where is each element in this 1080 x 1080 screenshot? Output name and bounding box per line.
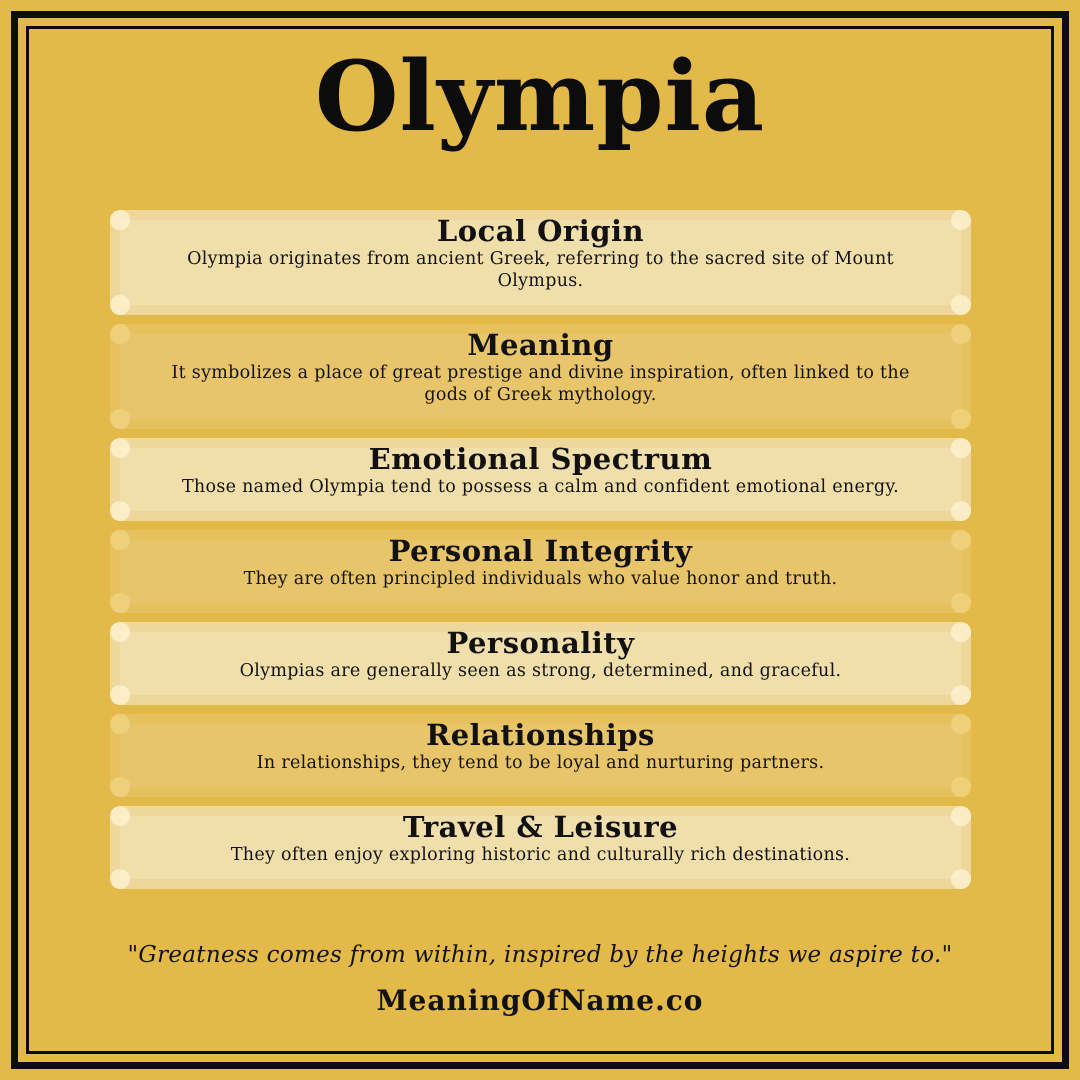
corner-ornament: [951, 438, 971, 458]
section-heading: Relationships: [426, 718, 655, 752]
corner-ornament: [110, 806, 130, 826]
corner-ornament: [110, 530, 130, 550]
corner-ornament: [951, 295, 971, 315]
section-card-meaning: [110, 324, 971, 429]
card-content: [150, 810, 931, 866]
section-heading: Local Origin: [436, 214, 645, 248]
corner-ornament: [951, 777, 971, 797]
corner-ornament: [110, 438, 130, 458]
website-credit: MeaningOfName.co: [376, 984, 704, 1017]
corner-ornament: [110, 622, 130, 642]
section-text: They are often principled individuals who value honor and truth.: [243, 569, 838, 589]
corner-ornament: [951, 685, 971, 705]
card-content: [150, 626, 931, 682]
corner-ornament: [951, 530, 971, 550]
corner-ornament: [110, 295, 130, 315]
corner-ornament: [951, 501, 971, 521]
corner-ornament: [951, 622, 971, 642]
corner-ornament: [951, 409, 971, 429]
corner-ornament: [110, 777, 130, 797]
corner-ornament: [951, 714, 971, 734]
quote-close-mark: ": [941, 942, 953, 968]
corner-ornament: [110, 210, 130, 230]
section-card-emotional-spectrum: [110, 438, 971, 521]
section-text: They often enjoy exploring historic and culturally rich destinations.: [230, 845, 851, 865]
corner-ornament: [110, 409, 130, 429]
card-content: [150, 534, 931, 590]
section-heading: Emotional Spectrum: [368, 442, 713, 476]
quote-open-mark: ": [127, 942, 139, 968]
corner-ornament: [110, 714, 130, 734]
corner-ornament: [110, 501, 130, 521]
section-text: Olympias are generally seen as strong, determined, and graceful.: [239, 661, 842, 681]
corner-ornament: [110, 593, 130, 613]
corner-ornament: [110, 324, 130, 344]
page-title: Olympia: [314, 40, 766, 153]
section-card-travel-leisure: [110, 806, 971, 889]
section-heading: Travel & Leisure: [402, 810, 679, 844]
section-text: Olympia originates from ancient Greek, referring to the sacred site of Mount Olympus.: [187, 249, 894, 291]
corner-ornament: [110, 685, 130, 705]
card-content: [150, 328, 931, 406]
corner-ornament: [110, 869, 130, 889]
section-heading: Personality: [446, 626, 635, 660]
quote: [0, 940, 1080, 970]
card-content: [150, 214, 931, 292]
section-card-relationships: [110, 714, 971, 797]
corner-ornament: [951, 593, 971, 613]
section-text: It symbolizes a place of great prestige and divine inspiration, often linked to the gods of Greek mythology.: [171, 363, 910, 405]
card-content: [150, 442, 931, 498]
corner-ornament: [951, 210, 971, 230]
section-text: Those named Olympia tend to possess a calm and confident emotional energy.: [181, 477, 900, 497]
section-card-local-origin: [110, 210, 971, 315]
corner-ornament: [951, 806, 971, 826]
corner-ornament: [951, 869, 971, 889]
section-text: In relationships, they tend to be loyal and nurturing partners.: [256, 753, 825, 773]
section-card-personal-integrity: [110, 530, 971, 613]
section-card-personality: [110, 622, 971, 705]
card-content: [150, 718, 931, 774]
quote-text: Greatness comes from within, inspired by the heights we aspire to.: [138, 942, 942, 968]
section-heading: Meaning: [467, 328, 614, 362]
corner-ornament: [951, 324, 971, 344]
section-heading: Personal Integrity: [388, 534, 693, 568]
